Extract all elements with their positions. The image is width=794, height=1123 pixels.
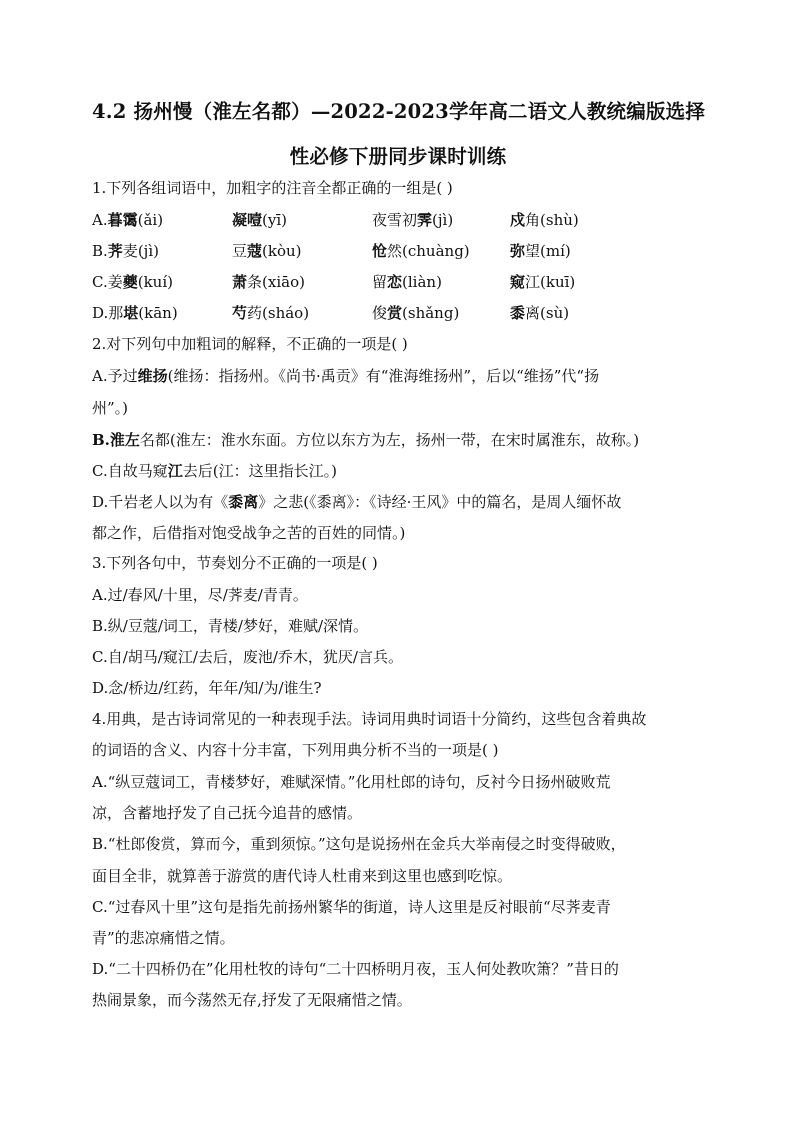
q1-a-item-3: 夜雪初霁(jì)	[372, 211, 454, 229]
q1-c-item-3: 留恋(liàn)	[372, 273, 442, 291]
question-4-stem: 4.用典，是古诗词常见的一种表现手法。诗词用典时词语十分简约，这些包含着典故	[92, 710, 647, 728]
q1-d-item-4: 黍离(sù)	[510, 304, 570, 322]
q4-option-c-continued: 青”的悲凉痛惜之情。	[92, 929, 235, 947]
q1-a-item-4: 戍角(shù)	[510, 211, 579, 229]
q1-a-item-2: 凝噎(yī)	[232, 211, 287, 229]
q3-option-d: D.念/桥边/红药，年年/知/为/谁生?	[92, 679, 322, 697]
question-2-stem: 2.对下列句中加粗词的解释，不正确的一项是( )	[92, 335, 408, 353]
q3-option-a: A.过/春风/十里，尽/荠麦/青青。	[92, 586, 308, 604]
q1-b-item-3: 怆然(chuàng)	[372, 242, 470, 260]
q2-option-c: C.自故马窥江去后(江：这里指长江。)	[92, 462, 337, 480]
q4-option-d-continued: 热闹景象，而今荡然无存,抒发了无限痛惜之情。	[92, 991, 412, 1009]
q4-option-a: A.“纵豆蔻词工，青楼梦好，难赋深情。”化用杜郎的诗句，反衬今日扬州破败荒	[92, 773, 611, 791]
q1-c-item-2: 萧条(xiāo)	[232, 273, 305, 291]
document-title-line-1: 4.2 扬州慢（淮左名都）—2022-2023学年高二语文人教统编版选择	[92, 100, 706, 123]
q4-option-c: C.“过春风十里”这句是指先前扬州繁华的街道，诗人这里是反衬眼前“尽荠麦青	[92, 898, 611, 916]
q2-option-b: B.淮左名都(淮左：淮水东面。方位以东方为左，扬州一带，在宋时属淮东，故称。)	[92, 431, 640, 449]
q2-option-a: A.予过维扬(维扬：指扬州。《尚书·禹贡》有“淮海维扬州”，后以“维扬”代“扬	[92, 367, 600, 385]
q4-option-a-continued: 凉，含蓄地抒发了自己抚今追昔的感情。	[92, 804, 363, 822]
q1-d-item-3: 俊赏(shǎng)	[372, 304, 460, 322]
q1-d-item-1: D.那堪(kān)	[92, 304, 178, 322]
question-4-stem-continued: 的词语的含义、内容十分丰富，下列用典分析不当的一项是( )	[92, 741, 499, 759]
q1-option-row-b	[92, 241, 712, 261]
q1-option-row-a	[92, 210, 712, 230]
q1-c-item-1: C.姜夔(kuí)	[92, 273, 173, 291]
q4-option-b: B.“杜郎俊赏，算而今，重到须惊。”这句是说扬州在金兵大举南侵之时变得破败，	[92, 835, 626, 853]
q1-c-item-4: 窥江(kuī)	[510, 273, 576, 291]
q2-option-a-continued: 州”。)	[92, 399, 129, 417]
q1-b-item-1: B.荠麦(jì)	[92, 242, 159, 260]
q1-option-row-d	[92, 303, 712, 323]
q1-option-row-c	[92, 272, 712, 292]
q4-option-d: D.“二十四桥仍在”化用杜牧的诗句“二十四桥明月夜，玉人何处教吹箫？”昔日的	[92, 960, 619, 978]
q1-d-item-2: 芍药(sháo)	[232, 304, 310, 322]
q2-option-d-continued: 都之作，后借指对饱受战争之苦的百姓的同情。)	[92, 524, 406, 542]
q1-b-item-2: 豆蔻(kòu)	[232, 242, 302, 260]
q3-option-b: B.纵/豆蔻/词工，青楼/梦好，难赋/深情。	[92, 617, 369, 635]
q1-a-item-1: A.暮霭(ǎi)	[92, 211, 164, 229]
q2-option-d: D.千岩老人以为有《黍离》之悲(《黍离》：《诗经·王风》中的篇名，是周人缅怀故	[92, 493, 622, 511]
q1-b-item-4: 弥望(mí)	[510, 242, 571, 260]
q3-option-c: C.自/胡马/窥江/去后，废池/乔木，犹厌/言兵。	[92, 648, 403, 666]
question-1-stem: 1.下列各组词语中，加粗字的注音全都正确的一组是( )	[92, 179, 453, 197]
question-3-stem: 3.下列各句中，节奏划分不正确的一项是( )	[92, 554, 378, 572]
q4-option-b-continued: 面目全非，就算善于游赏的唐代诗人杜甫来到这里也感到吃惊。	[92, 867, 513, 885]
document-title-line-2: 性必修下册同步课时训练	[289, 145, 507, 168]
